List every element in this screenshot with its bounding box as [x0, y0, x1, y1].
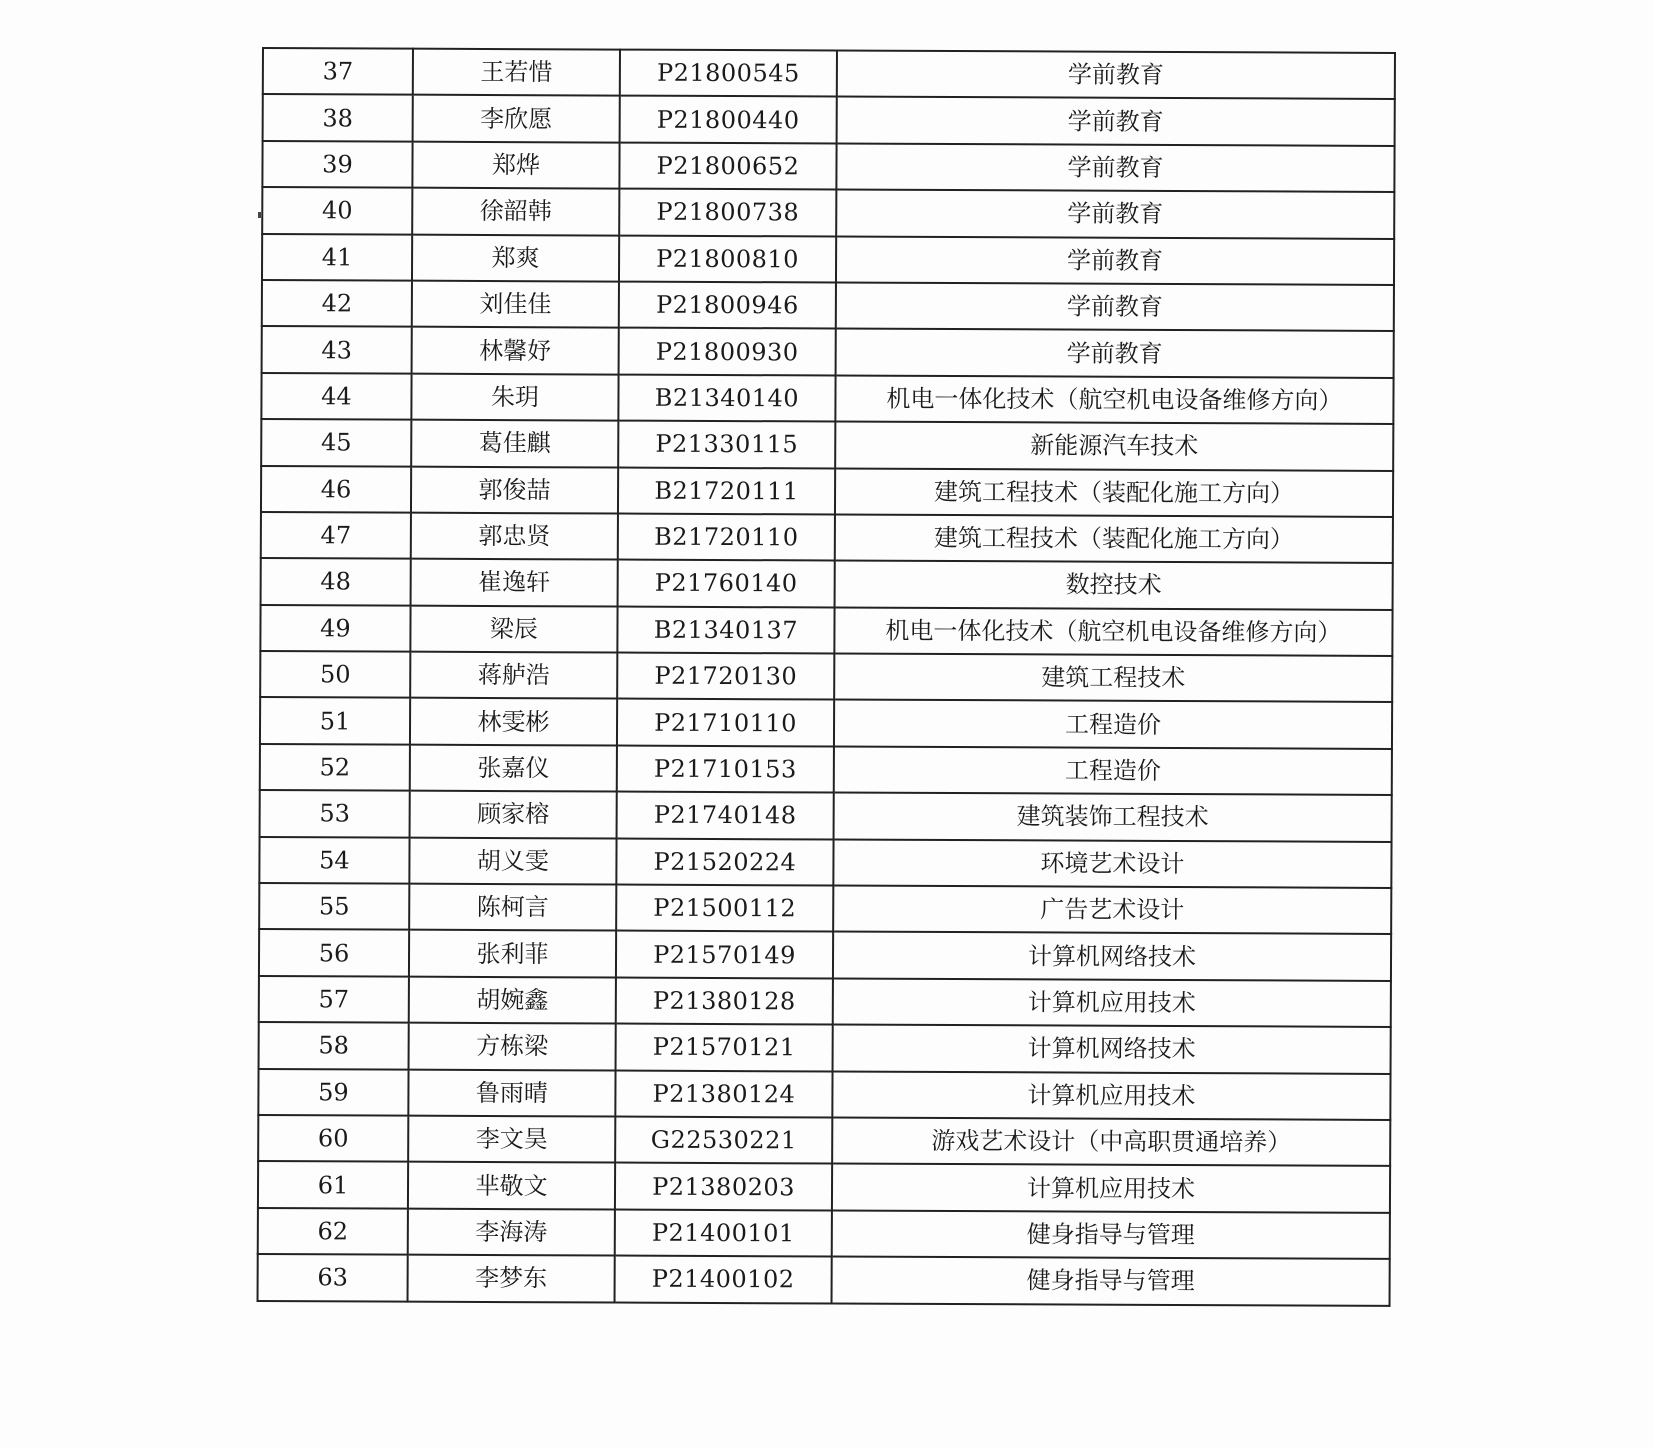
student-name: 郭忠贤 — [411, 513, 618, 560]
student-id: P21800652 — [619, 142, 836, 189]
row-number: 56 — [259, 929, 409, 976]
table-row — [260, 605, 1392, 656]
student-name: 朱玥 — [411, 373, 618, 420]
student-name: 林雯彬 — [410, 698, 617, 745]
table-row — [261, 558, 1393, 609]
row-number: 55 — [259, 883, 409, 930]
student-name: 李海涛 — [408, 1208, 615, 1255]
student-name: 郑爽 — [412, 234, 619, 281]
major-name: 学前教育 — [836, 143, 1394, 192]
major-name: 学前教育 — [836, 236, 1394, 285]
student-roster-table — [257, 47, 1396, 1306]
student-name: 蒋舻浩 — [410, 652, 617, 699]
student-id: P21380203 — [615, 1163, 832, 1210]
student-id: B21720111 — [618, 467, 835, 514]
student-id: P21800810 — [619, 235, 836, 282]
student-name: 芈敬文 — [408, 1162, 615, 1209]
student-name: 郑烨 — [412, 141, 619, 188]
major-name: 健身指导与管理 — [832, 1257, 1390, 1306]
student-name: 林馨妤 — [412, 327, 619, 374]
student-id: P21800545 — [620, 50, 837, 97]
major-name: 计算机网络技术 — [833, 1025, 1391, 1074]
student-id: B21340137 — [617, 606, 834, 653]
table-row — [261, 466, 1393, 517]
row-number: 49 — [260, 605, 410, 652]
table-row — [259, 883, 1391, 934]
table-row — [262, 141, 1394, 192]
student-id: G22530221 — [615, 1117, 832, 1164]
table-row — [262, 326, 1394, 377]
row-number: 37 — [263, 48, 413, 95]
row-number: 60 — [258, 1115, 408, 1162]
student-id: B21720110 — [618, 513, 835, 560]
student-id: P21500112 — [616, 885, 833, 932]
table-row — [260, 790, 1392, 841]
table-row — [258, 1115, 1390, 1166]
student-name: 刘佳佳 — [412, 281, 619, 328]
student-name: 梁辰 — [410, 605, 617, 652]
student-name: 徐韶韩 — [412, 188, 619, 235]
major-name: 计算机应用技术 — [833, 978, 1391, 1027]
row-number: 62 — [258, 1208, 408, 1255]
student-name: 王若惜 — [413, 49, 620, 96]
table-row — [261, 512, 1393, 563]
student-id: P21570149 — [616, 931, 833, 978]
major-name: 学前教育 — [837, 97, 1395, 146]
row-number: 53 — [260, 790, 410, 837]
major-name: 学前教育 — [836, 282, 1394, 331]
table-row — [259, 929, 1391, 980]
major-name: 广告艺术设计 — [833, 886, 1391, 935]
major-name: 健身指导与管理 — [832, 1210, 1390, 1259]
student-id: P21710153 — [617, 745, 834, 792]
student-id: P21760140 — [618, 560, 835, 607]
major-name: 学前教育 — [836, 329, 1394, 378]
table-row — [262, 280, 1394, 331]
table-row — [258, 1161, 1390, 1212]
table-row — [259, 1022, 1391, 1073]
row-number: 43 — [262, 326, 412, 373]
table-row — [261, 419, 1393, 470]
major-name: 计算机网络技术 — [833, 932, 1391, 981]
major-name: 建筑装饰工程技术 — [834, 793, 1392, 842]
table-row — [262, 187, 1394, 238]
student-id: P21570121 — [616, 1024, 833, 1071]
student-id: P21800738 — [619, 189, 836, 236]
student-name: 鲁雨晴 — [408, 1069, 615, 1116]
major-name: 机电一体化技术（航空机电设备维修方向） — [835, 375, 1393, 424]
row-number: 54 — [259, 837, 409, 884]
row-number: 38 — [263, 94, 413, 141]
student-name: 张嘉仪 — [410, 745, 617, 792]
student-id: P21520224 — [616, 838, 833, 885]
roster-body — [258, 48, 1395, 1305]
student-id: P21800946 — [619, 282, 836, 329]
student-name: 胡义雯 — [409, 837, 616, 884]
major-name: 学前教育 — [836, 190, 1394, 239]
student-id: B21340140 — [618, 374, 835, 421]
student-name: 胡婉鑫 — [409, 976, 616, 1023]
table-row — [263, 48, 1395, 99]
student-id: P21400102 — [615, 1256, 832, 1303]
row-number: 39 — [262, 141, 412, 188]
student-id: P21400101 — [615, 1209, 832, 1256]
row-number: 50 — [260, 651, 410, 698]
table-row — [258, 1069, 1390, 1120]
major-name: 建筑工程技术（装配化施工方向） — [835, 514, 1393, 563]
student-name: 葛佳麒 — [411, 420, 618, 467]
table-row — [259, 976, 1391, 1027]
major-name: 建筑工程技术 — [834, 654, 1392, 703]
student-id: P21710110 — [617, 699, 834, 746]
row-number: 42 — [262, 280, 412, 327]
major-name: 计算机应用技术 — [832, 1071, 1390, 1120]
row-number: 51 — [260, 697, 410, 744]
student-name: 方栋梁 — [409, 1023, 616, 1070]
row-number: 44 — [261, 373, 411, 420]
table-row — [258, 1254, 1390, 1305]
major-name: 游戏艺术设计（中高职贯通培养） — [832, 1117, 1390, 1166]
major-name: 建筑工程技术（装配化施工方向） — [835, 468, 1393, 517]
table-row — [261, 373, 1393, 424]
major-name: 学前教育 — [837, 51, 1395, 100]
student-id: P21330115 — [618, 421, 835, 468]
student-id: P21800930 — [619, 328, 836, 375]
row-number: 45 — [261, 419, 411, 466]
student-name: 李文昊 — [408, 1116, 615, 1163]
major-name: 数控技术 — [835, 561, 1393, 610]
student-name: 李梦东 — [408, 1255, 615, 1302]
row-number: 63 — [258, 1254, 408, 1301]
table-row — [260, 651, 1392, 702]
row-number: 61 — [258, 1161, 408, 1208]
table-row — [263, 94, 1395, 145]
table-row — [260, 744, 1392, 795]
major-name: 新能源汽车技术 — [835, 422, 1393, 471]
major-name: 工程造价 — [834, 746, 1392, 795]
student-name: 崔逸轩 — [411, 559, 618, 606]
table-row — [259, 837, 1391, 888]
row-number: 46 — [261, 466, 411, 513]
table-row — [262, 234, 1394, 285]
major-name: 工程造价 — [834, 700, 1392, 749]
student-id: P21380124 — [615, 1070, 832, 1117]
row-number: 52 — [260, 744, 410, 791]
student-id: P21720130 — [617, 653, 834, 700]
row-number: 47 — [261, 512, 411, 559]
table-row — [260, 697, 1392, 748]
row-number: 58 — [259, 1022, 409, 1069]
row-number: 41 — [262, 234, 412, 281]
major-name: 计算机应用技术 — [832, 1164, 1390, 1213]
row-number: 48 — [261, 558, 411, 605]
student-id: P21380128 — [616, 977, 833, 1024]
major-name: 机电一体化技术（航空机电设备维修方向） — [834, 607, 1392, 656]
student-name: 李欣愿 — [413, 95, 620, 142]
major-name: 环境艺术设计 — [833, 839, 1391, 888]
row-number: 57 — [259, 976, 409, 1023]
row-number: 59 — [258, 1069, 408, 1116]
row-number: 40 — [262, 187, 412, 234]
student-name: 张利菲 — [409, 930, 616, 977]
table-row — [258, 1208, 1390, 1259]
student-id: P21800440 — [620, 96, 837, 143]
student-id: P21740148 — [617, 792, 834, 839]
student-name: 郭俊喆 — [411, 466, 618, 513]
student-name: 陈柯言 — [409, 884, 616, 931]
student-name: 顾家榕 — [410, 791, 617, 838]
